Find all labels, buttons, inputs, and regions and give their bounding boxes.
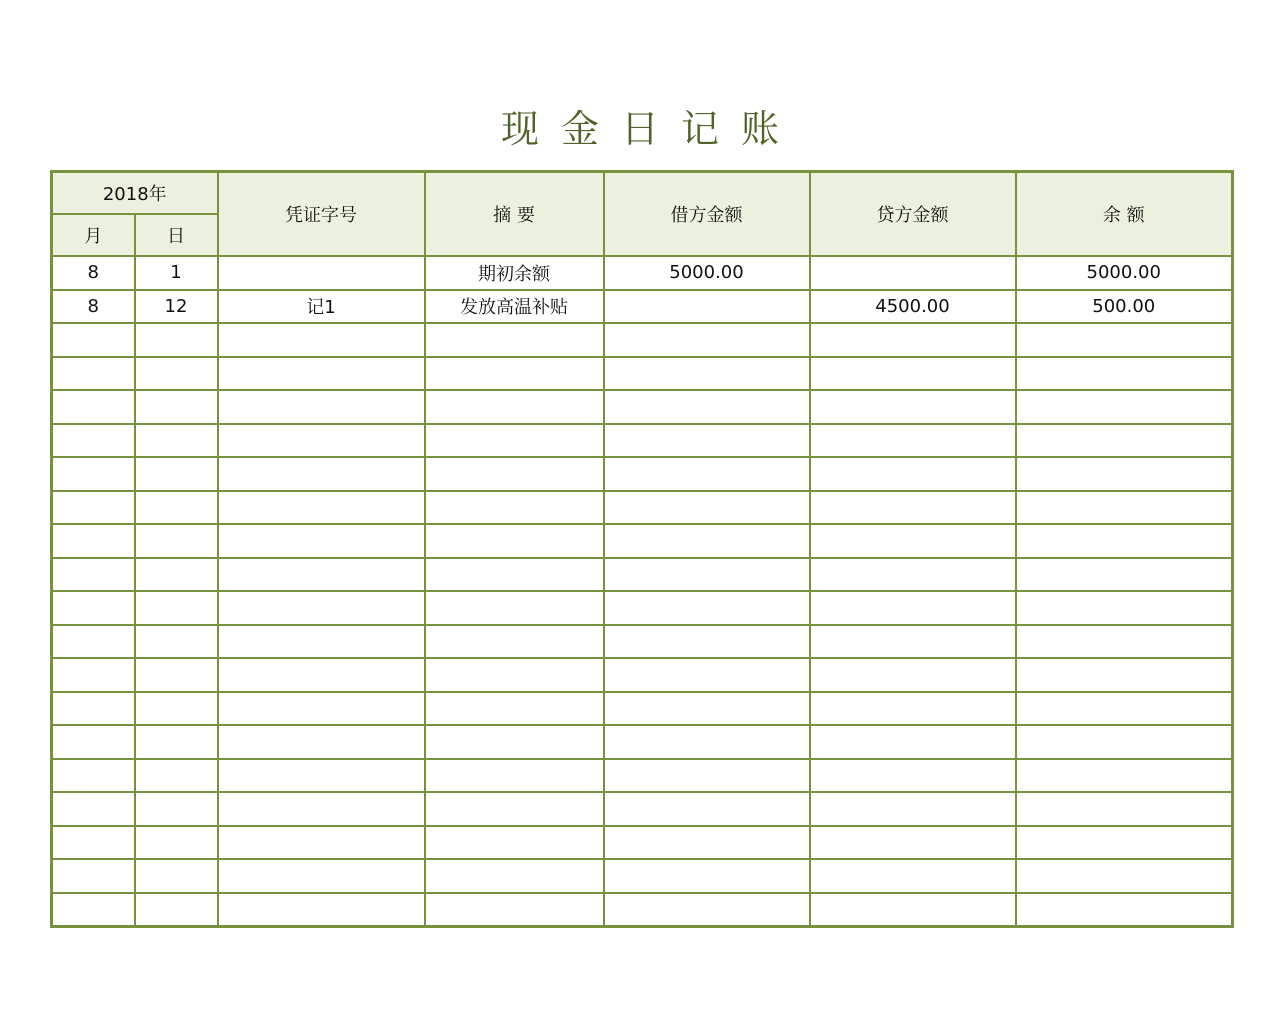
header-voucher-no: 凭证字号 xyxy=(218,172,425,257)
cell-day[interactable] xyxy=(135,658,218,692)
cell-debit[interactable] xyxy=(604,658,810,692)
cell-summary[interactable] xyxy=(425,759,604,793)
cell-debit[interactable] xyxy=(604,558,810,592)
cell-balance[interactable] xyxy=(1016,759,1233,793)
header-year: 2018年 xyxy=(52,172,218,215)
cell-balance[interactable] xyxy=(1016,323,1233,357)
table-row xyxy=(52,792,1233,826)
cell-month[interactable] xyxy=(52,893,135,927)
cell-credit[interactable] xyxy=(810,859,1016,893)
table-row xyxy=(52,323,1233,357)
cell-debit[interactable] xyxy=(604,725,810,759)
cell-credit[interactable] xyxy=(810,524,1016,558)
cell-debit[interactable] xyxy=(604,591,810,625)
cell-debit[interactable] xyxy=(604,826,810,860)
cell-balance[interactable] xyxy=(1016,558,1233,592)
cell-day[interactable] xyxy=(135,759,218,793)
cell-voucher[interactable] xyxy=(218,357,425,391)
cell-voucher[interactable] xyxy=(218,256,425,290)
cell-day[interactable] xyxy=(135,323,218,357)
cell-voucher[interactable] xyxy=(218,859,425,893)
cell-day[interactable] xyxy=(135,692,218,726)
cell-credit[interactable] xyxy=(810,491,1016,525)
header-debit: 借方金额 xyxy=(604,172,810,257)
cell-debit[interactable] xyxy=(604,692,810,726)
cell-balance[interactable] xyxy=(1016,457,1233,491)
cell-summary[interactable] xyxy=(425,323,604,357)
cell-voucher[interactable] xyxy=(218,893,425,927)
cell-balance[interactable] xyxy=(1016,725,1233,759)
cell-debit[interactable] xyxy=(604,625,810,659)
cell-month[interactable] xyxy=(52,457,135,491)
cell-day[interactable] xyxy=(135,625,218,659)
table-row xyxy=(52,658,1233,692)
cell-summary[interactable] xyxy=(425,792,604,826)
cell-voucher[interactable] xyxy=(218,658,425,692)
cell-summary[interactable] xyxy=(425,524,604,558)
cell-credit[interactable] xyxy=(810,792,1016,826)
cell-voucher[interactable] xyxy=(218,826,425,860)
cell-debit[interactable] xyxy=(604,524,810,558)
cell-day[interactable] xyxy=(135,457,218,491)
cell-debit[interactable] xyxy=(604,457,810,491)
cell-balance[interactable] xyxy=(1016,893,1233,927)
cell-credit[interactable] xyxy=(810,725,1016,759)
cell-voucher[interactable] xyxy=(218,323,425,357)
cell-summary[interactable] xyxy=(425,558,604,592)
cell-day[interactable] xyxy=(135,491,218,525)
table-row xyxy=(52,256,1233,290)
cell-credit[interactable]: 4500.00 xyxy=(810,290,1016,324)
table-row xyxy=(52,859,1233,893)
table-row xyxy=(52,390,1233,424)
cell-summary[interactable] xyxy=(425,893,604,927)
cell-credit[interactable] xyxy=(810,692,1016,726)
cell-debit[interactable] xyxy=(604,424,810,458)
cell-debit[interactable] xyxy=(604,491,810,525)
cell-debit[interactable] xyxy=(604,792,810,826)
cell-voucher[interactable] xyxy=(218,692,425,726)
cell-balance[interactable] xyxy=(1016,390,1233,424)
table-row xyxy=(52,625,1233,659)
cell-day[interactable] xyxy=(135,826,218,860)
page-title: 现金日记账 xyxy=(500,107,801,151)
cell-day[interactable] xyxy=(135,725,218,759)
cell-month[interactable] xyxy=(52,792,135,826)
cell-balance[interactable] xyxy=(1016,658,1233,692)
cell-month[interactable] xyxy=(52,424,135,458)
cell-month[interactable] xyxy=(52,759,135,793)
cell-credit[interactable] xyxy=(810,625,1016,659)
cell-credit[interactable] xyxy=(810,558,1016,592)
cash-journal-table xyxy=(50,170,1234,928)
cell-month[interactable] xyxy=(52,725,135,759)
header-balance: 余 额 xyxy=(1016,172,1233,257)
cell-day[interactable] xyxy=(135,390,218,424)
cell-day[interactable] xyxy=(135,524,218,558)
cell-month[interactable] xyxy=(52,625,135,659)
cell-day[interactable] xyxy=(135,424,218,458)
table-row xyxy=(52,558,1233,592)
table-row xyxy=(52,491,1233,525)
cell-month[interactable] xyxy=(52,357,135,391)
cell-voucher[interactable] xyxy=(218,725,425,759)
cell-month[interactable] xyxy=(52,826,135,860)
cell-voucher[interactable] xyxy=(218,390,425,424)
cell-day[interactable] xyxy=(135,792,218,826)
cell-summary[interactable]: 发放高温补贴 xyxy=(425,290,604,324)
table-row xyxy=(52,893,1233,927)
cell-summary[interactable]: 期初余额 xyxy=(425,256,604,290)
cell-balance[interactable]: 5000.00 xyxy=(1016,256,1233,290)
cell-voucher[interactable] xyxy=(218,792,425,826)
header-month: 月 xyxy=(52,214,135,256)
cell-balance[interactable] xyxy=(1016,491,1233,525)
cell-day[interactable] xyxy=(135,591,218,625)
table-row xyxy=(52,290,1233,324)
cell-credit[interactable] xyxy=(810,826,1016,860)
cell-summary[interactable] xyxy=(425,491,604,525)
table-row xyxy=(52,759,1233,793)
cell-credit[interactable] xyxy=(810,357,1016,391)
cell-summary[interactable] xyxy=(425,390,604,424)
cell-balance[interactable] xyxy=(1016,625,1233,659)
cell-month[interactable] xyxy=(52,323,135,357)
cell-debit[interactable] xyxy=(604,390,810,424)
cell-summary[interactable] xyxy=(425,357,604,391)
cell-month[interactable] xyxy=(52,591,135,625)
cell-summary[interactable] xyxy=(425,725,604,759)
cell-balance[interactable] xyxy=(1016,692,1233,726)
cell-voucher[interactable]: 记1 xyxy=(218,290,425,324)
cell-debit[interactable] xyxy=(604,357,810,391)
cell-day[interactable] xyxy=(135,357,218,391)
table-row xyxy=(52,457,1233,491)
table-row xyxy=(52,725,1233,759)
cell-credit[interactable] xyxy=(810,893,1016,927)
table-row xyxy=(52,357,1233,391)
cell-month[interactable] xyxy=(52,658,135,692)
cell-balance[interactable] xyxy=(1016,826,1233,860)
cell-day[interactable] xyxy=(135,558,218,592)
cell-summary[interactable] xyxy=(425,457,604,491)
cell-summary[interactable] xyxy=(425,826,604,860)
cell-month[interactable] xyxy=(52,491,135,525)
cell-balance[interactable] xyxy=(1016,357,1233,391)
cell-voucher[interactable] xyxy=(218,558,425,592)
header-summary: 摘 要 xyxy=(425,172,604,257)
cell-credit[interactable] xyxy=(810,424,1016,458)
cell-day[interactable]: 12 xyxy=(135,290,218,324)
cell-day[interactable]: 1 xyxy=(135,256,218,290)
cell-day[interactable] xyxy=(135,859,218,893)
cell-summary[interactable] xyxy=(425,692,604,726)
table-row xyxy=(52,692,1233,726)
table-row xyxy=(52,424,1233,458)
cell-voucher[interactable] xyxy=(218,759,425,793)
cell-month[interactable]: 8 xyxy=(52,290,135,324)
cell-credit[interactable] xyxy=(810,759,1016,793)
cell-credit[interactable] xyxy=(810,457,1016,491)
cell-month[interactable] xyxy=(52,524,135,558)
cell-balance[interactable] xyxy=(1016,591,1233,625)
cell-debit[interactable] xyxy=(604,290,810,324)
cell-balance[interactable] xyxy=(1016,792,1233,826)
cell-month[interactable] xyxy=(52,558,135,592)
cell-credit[interactable] xyxy=(810,591,1016,625)
cell-balance[interactable]: 500.00 xyxy=(1016,290,1233,324)
cell-voucher[interactable] xyxy=(218,491,425,525)
cell-day[interactable] xyxy=(135,893,218,927)
cell-summary[interactable] xyxy=(425,658,604,692)
cell-month[interactable] xyxy=(52,692,135,726)
cell-voucher[interactable] xyxy=(218,524,425,558)
cell-credit[interactable] xyxy=(810,256,1016,290)
cell-voucher[interactable] xyxy=(218,591,425,625)
cell-balance[interactable] xyxy=(1016,859,1233,893)
cell-debit[interactable] xyxy=(604,759,810,793)
table-row xyxy=(52,826,1233,860)
cell-summary[interactable] xyxy=(425,591,604,625)
cell-debit[interactable] xyxy=(604,323,810,357)
cell-voucher[interactable] xyxy=(218,457,425,491)
header-credit: 贷方金额 xyxy=(810,172,1016,257)
cell-credit[interactable] xyxy=(810,658,1016,692)
cell-month[interactable] xyxy=(52,859,135,893)
cell-summary[interactable] xyxy=(425,625,604,659)
cell-month[interactable]: 8 xyxy=(52,256,135,290)
table-row xyxy=(52,524,1233,558)
table-row xyxy=(52,591,1233,625)
cell-voucher[interactable] xyxy=(218,424,425,458)
cell-debit[interactable]: 5000.00 xyxy=(604,256,810,290)
cell-balance[interactable] xyxy=(1016,524,1233,558)
cell-debit[interactable] xyxy=(604,893,810,927)
cell-summary[interactable] xyxy=(425,424,604,458)
cell-month[interactable] xyxy=(52,390,135,424)
cell-balance[interactable] xyxy=(1016,424,1233,458)
cell-credit[interactable] xyxy=(810,323,1016,357)
header-day: 日 xyxy=(135,214,218,256)
cell-credit[interactable] xyxy=(810,390,1016,424)
cell-debit[interactable] xyxy=(604,859,810,893)
cell-voucher[interactable] xyxy=(218,625,425,659)
cell-summary[interactable] xyxy=(425,859,604,893)
